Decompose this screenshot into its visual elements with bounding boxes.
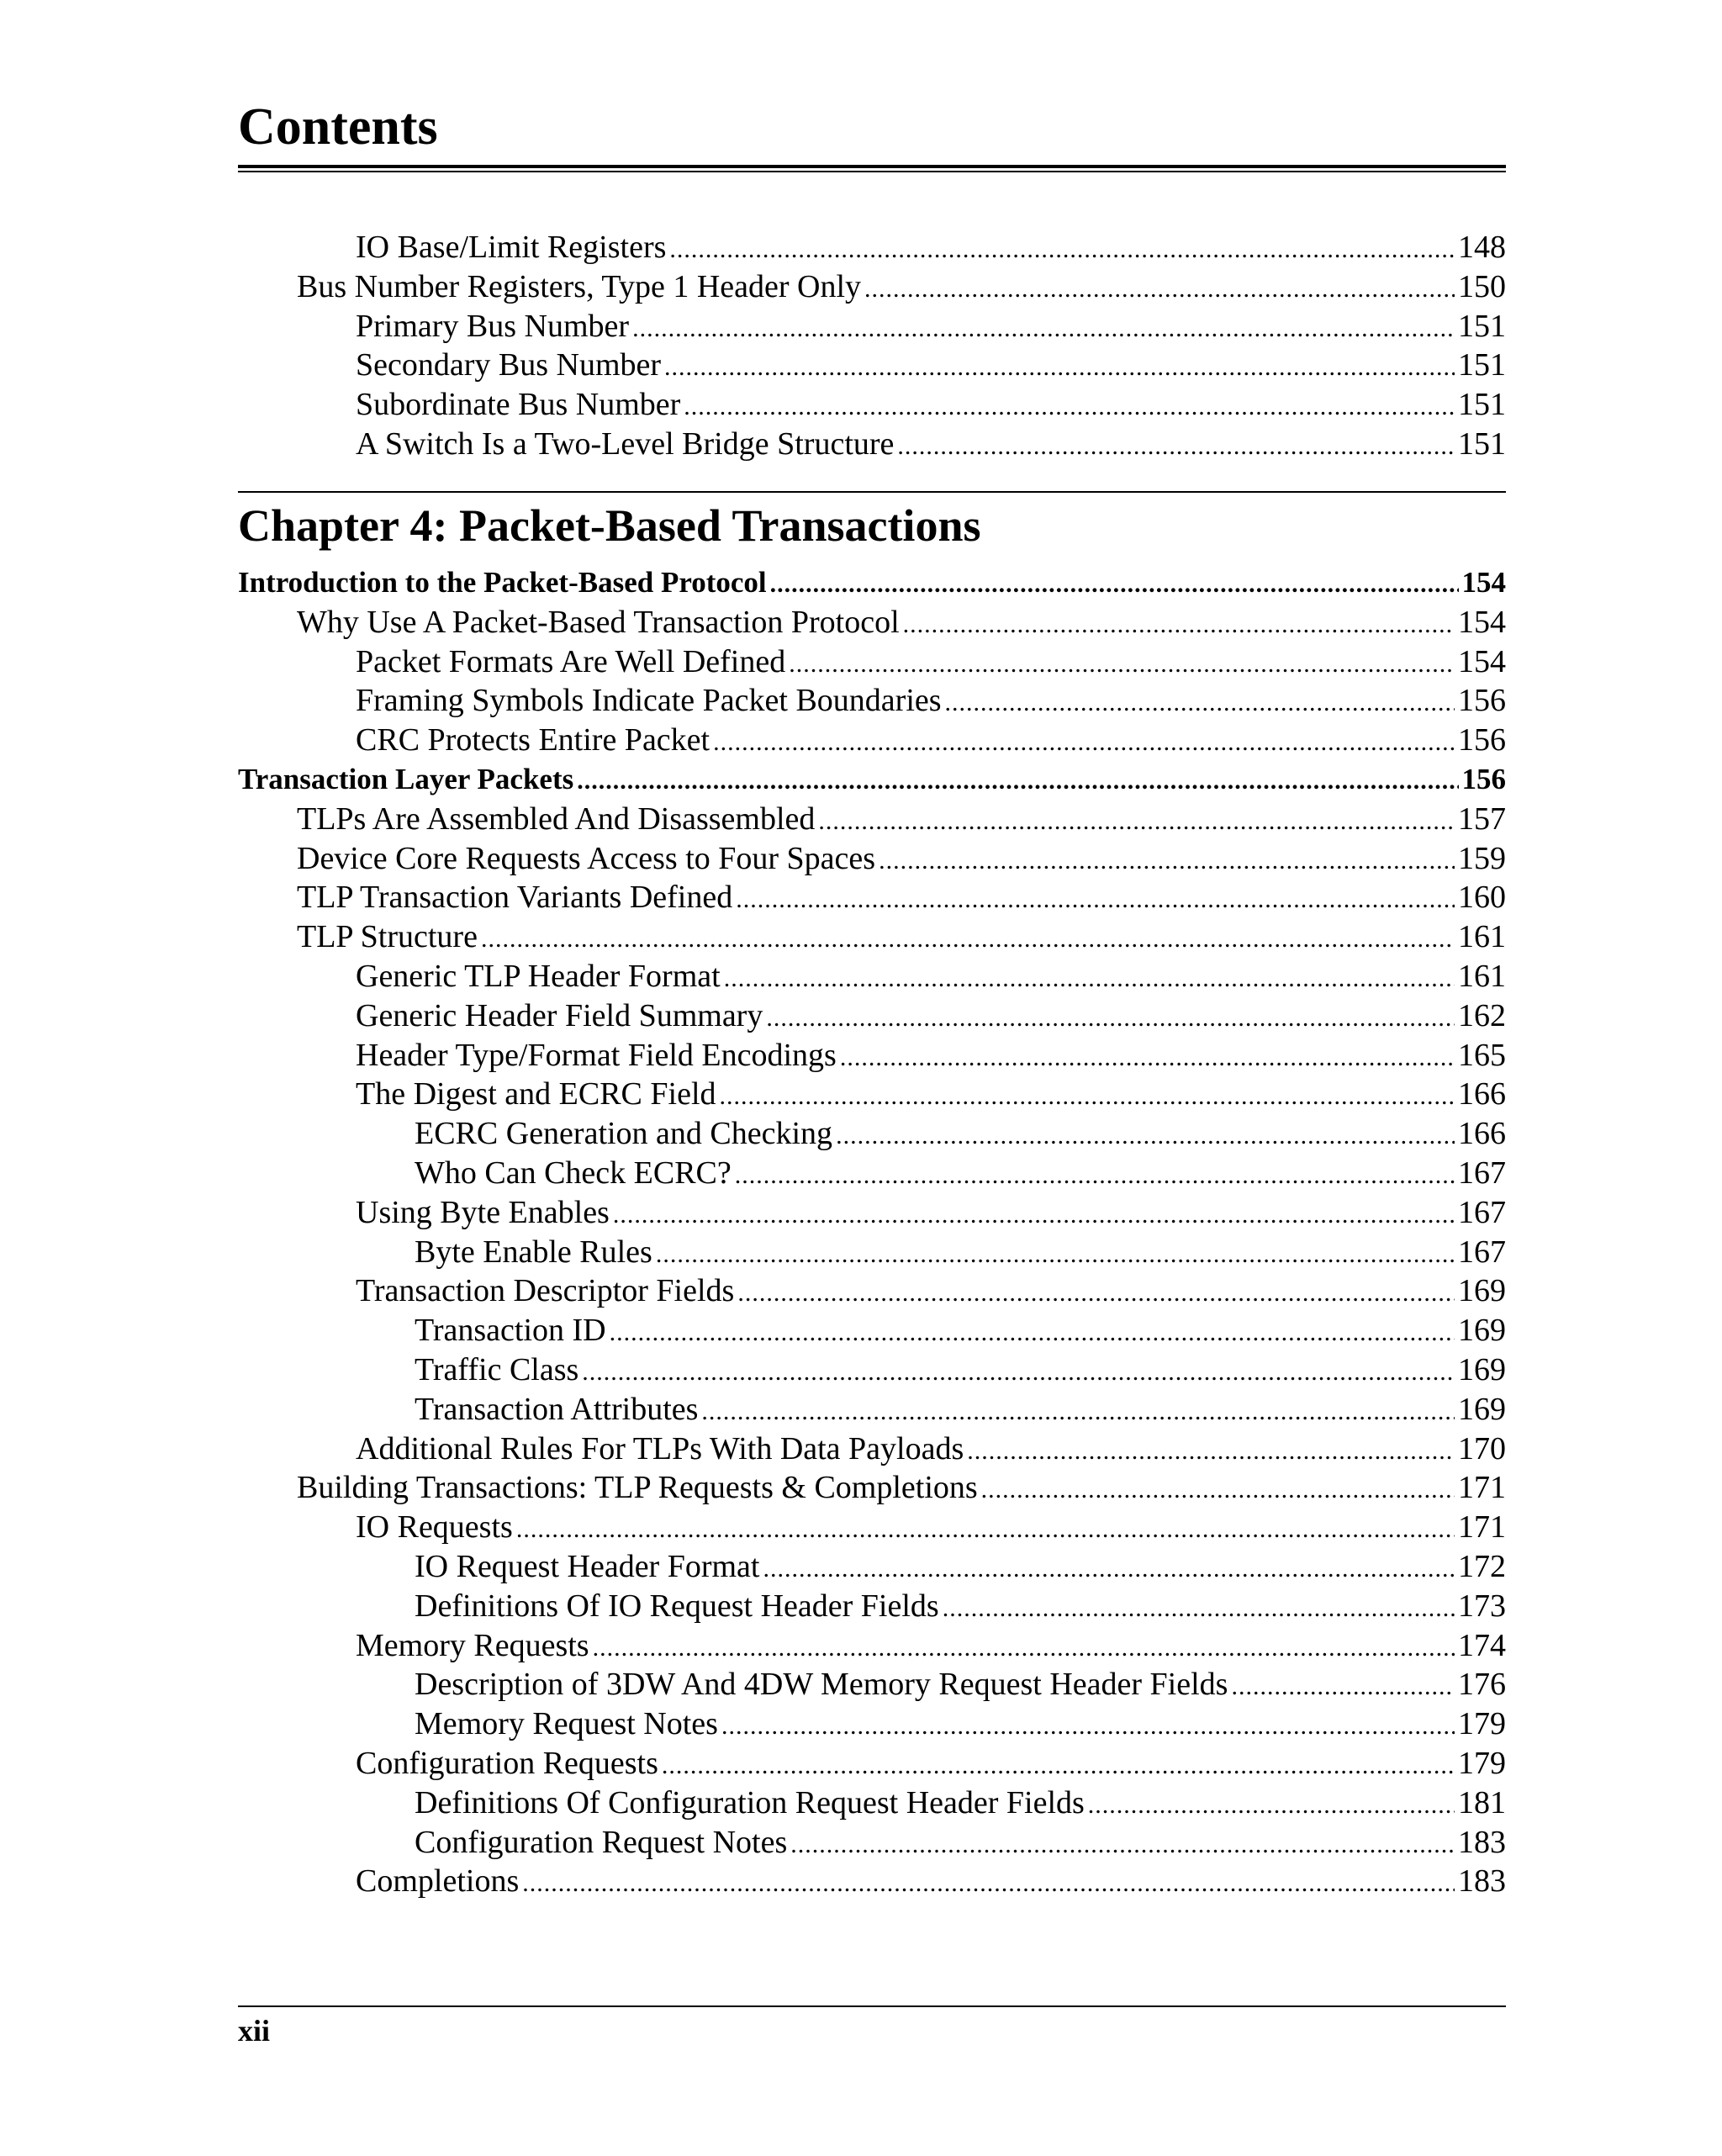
toc-chapter-list xyxy=(238,563,1506,1901)
toc-entry[interactable] xyxy=(238,839,1506,879)
toc-entry-title: Secondary Bus Number xyxy=(356,347,662,383)
toc-entry-title: A Switch Is a Two-Level Bridge Structure xyxy=(356,425,895,462)
toc-entry[interactable] xyxy=(238,996,1506,1036)
toc-entry[interactable] xyxy=(238,1075,1506,1114)
toc-entry-title: ECRC Generation and Checking xyxy=(415,1116,833,1152)
dot-leader xyxy=(836,1117,1455,1156)
toc-entry-page-number: 171 xyxy=(1458,1509,1506,1546)
toc-entry-title: Additional Rules For TLPs With Data Payloads xyxy=(356,1430,964,1466)
toc-entry-title: Generic Header Field Summary xyxy=(356,997,763,1033)
dot-leader xyxy=(669,230,1455,270)
toc-entry-title: Memory Requests xyxy=(356,1627,589,1663)
dot-leader xyxy=(1088,1786,1455,1826)
dot-leader xyxy=(864,270,1455,309)
toc-entry-page-number: 159 xyxy=(1458,840,1506,876)
toc-entry-title: Definitions Of Configuration Request Header Fields xyxy=(415,1784,1085,1820)
dot-leader xyxy=(713,723,1455,763)
dot-leader xyxy=(516,1510,1455,1550)
toc-entry[interactable] xyxy=(238,603,1506,642)
toc-entry-page-number: 151 xyxy=(1458,387,1506,423)
toc-entry-page-number: 162 xyxy=(1458,997,1506,1033)
toc-entry[interactable] xyxy=(238,1114,1506,1154)
toc-entry-page-number: 156 xyxy=(1458,683,1506,719)
toc-entry-title: CRC Protects Entire Packet xyxy=(356,722,710,758)
chapter-title: Chapter 4: Packet-Based Transactions xyxy=(238,500,981,551)
dot-leader xyxy=(736,880,1455,920)
toc-entry-page-number: 179 xyxy=(1458,1706,1506,1742)
toc-entry[interactable] xyxy=(238,1468,1506,1508)
toc-entry-title: The Digest and ECRC Field xyxy=(356,1076,716,1112)
toc-entry-page-number: 151 xyxy=(1458,347,1506,383)
toc-entry-title: Header Type/Format Field Encodings xyxy=(356,1037,837,1073)
dot-leader xyxy=(701,1392,1455,1432)
toc-entry[interactable] xyxy=(238,957,1506,996)
toc-entry-title: TLP Structure xyxy=(297,919,478,955)
toc-entry-title: Transaction Attributes xyxy=(415,1391,699,1427)
toc-entry-title: Traffic Class xyxy=(415,1351,579,1387)
toc-entry-page-number: 160 xyxy=(1458,880,1506,916)
toc-entry-page-number: 179 xyxy=(1458,1745,1506,1781)
toc-entry-title: Why Use A Packet-Based Transaction Protocol xyxy=(297,604,900,640)
toc-entry[interactable] xyxy=(238,1271,1506,1311)
dot-leader xyxy=(721,1707,1455,1746)
toc-entry-page-number: 167 xyxy=(1458,1194,1506,1230)
toc-entry-title: Framing Symbols Indicate Packet Boundaries xyxy=(356,683,942,719)
toc-entry-page-number: 167 xyxy=(1458,1155,1506,1191)
toc-entry-page-number: 154 xyxy=(1461,566,1506,599)
toc-entry-title: Device Core Requests Access to Four Spaces xyxy=(297,840,876,876)
toc-entry-title: Transaction Layer Packets xyxy=(238,762,574,795)
dot-leader xyxy=(903,605,1455,645)
dot-leader xyxy=(981,1471,1455,1510)
toc-entry[interactable] xyxy=(238,1390,1506,1429)
toc-entry-page-number: 183 xyxy=(1458,1824,1506,1860)
toc-entry[interactable] xyxy=(238,1193,1506,1233)
toc-entry-page-number: 183 xyxy=(1458,1863,1506,1900)
dot-leader xyxy=(790,1826,1455,1865)
dot-leader xyxy=(720,1077,1455,1117)
dot-leader xyxy=(593,1629,1455,1668)
page-title: Contents xyxy=(238,98,438,156)
dot-leader xyxy=(577,762,1458,801)
toc-entry-title: Configuration Request Notes xyxy=(415,1824,788,1860)
toc-entry[interactable] xyxy=(238,878,1506,917)
toc-entry-page-number: 161 xyxy=(1458,919,1506,955)
toc-entry-page-number: 169 xyxy=(1458,1313,1506,1349)
toc-entry[interactable] xyxy=(238,267,1506,307)
toc-entry[interactable] xyxy=(238,1704,1506,1744)
toc-entry-title: Completions xyxy=(356,1863,520,1900)
toc-entry-page-number: 169 xyxy=(1458,1391,1506,1427)
dot-leader xyxy=(943,1589,1455,1629)
toc-entry[interactable] xyxy=(238,760,1506,800)
toc-entry[interactable] xyxy=(238,1036,1506,1075)
toc-entry-page-number: 151 xyxy=(1458,308,1506,344)
toc-entry-title: Bus Number Registers, Type 1 Header Only xyxy=(297,268,862,304)
toc-entry-page-number: 157 xyxy=(1458,801,1506,837)
toc-entry-title: Using Byte Enables xyxy=(356,1194,610,1230)
dot-leader xyxy=(770,565,1459,605)
toc-entry-page-number: 161 xyxy=(1458,958,1506,994)
toc-entry-page-number: 172 xyxy=(1458,1548,1506,1584)
toc-entry-page-number: 154 xyxy=(1458,643,1506,679)
dot-leader xyxy=(582,1353,1455,1392)
dot-leader xyxy=(840,1038,1455,1078)
toc-entry-title: Memory Request Notes xyxy=(415,1706,718,1742)
toc-entry[interactable] xyxy=(238,721,1506,760)
toc-entry[interactable] xyxy=(238,1350,1506,1390)
toc-continuation-list xyxy=(238,228,1506,464)
toc-entry-title: Transaction Descriptor Fields xyxy=(356,1273,735,1309)
toc-entry[interactable] xyxy=(238,1311,1506,1350)
toc-entry-page-number: 170 xyxy=(1458,1430,1506,1466)
toc-entry-title: IO Request Header Format xyxy=(415,1548,760,1584)
dot-leader xyxy=(664,348,1455,388)
toc-entry-page-number: 150 xyxy=(1458,268,1506,304)
toc-entry-title: TLP Transaction Variants Defined xyxy=(297,880,733,916)
toc-entry-title: Description of 3DW And 4DW Memory Request Header Fields xyxy=(415,1667,1228,1703)
toc-entry-title: Introduction to the Packet-Based Protocol xyxy=(238,566,767,599)
toc-entry[interactable] xyxy=(238,917,1506,957)
dot-leader xyxy=(481,920,1455,959)
dot-leader xyxy=(613,1196,1455,1235)
toc-entry-title: Transaction ID xyxy=(415,1313,606,1349)
toc-entry[interactable] xyxy=(238,1233,1506,1272)
toc-entry[interactable] xyxy=(238,642,1506,682)
toc-entry-page-number: 156 xyxy=(1461,762,1506,795)
dot-leader xyxy=(967,1432,1455,1472)
toc-entry[interactable] xyxy=(238,1154,1506,1193)
toc-entry[interactable] xyxy=(238,1626,1506,1666)
toc-entry[interactable] xyxy=(238,1862,1506,1901)
toc-entry[interactable] xyxy=(238,1429,1506,1469)
chapter-divider-rule xyxy=(238,491,1506,493)
toc-entry-page-number: 176 xyxy=(1458,1667,1506,1703)
toc-entry[interactable] xyxy=(238,1823,1506,1863)
toc-entry-page-number: 169 xyxy=(1458,1273,1506,1309)
dot-leader xyxy=(789,645,1455,684)
toc-entry[interactable] xyxy=(238,1783,1506,1823)
toc-entry[interactable] xyxy=(238,800,1506,839)
dot-leader xyxy=(724,959,1455,999)
dot-leader xyxy=(684,388,1455,427)
dot-leader xyxy=(897,427,1455,467)
toc-entry[interactable] xyxy=(238,563,1506,603)
toc-entry[interactable] xyxy=(238,307,1506,346)
dot-leader xyxy=(735,1156,1455,1196)
toc-entry-title: IO Base/Limit Registers xyxy=(356,230,667,265)
toc-entry-title: TLPs Are Assembled And Disassembled xyxy=(297,801,816,837)
toc-entry-title: Definitions Of IO Request Header Fields xyxy=(415,1588,939,1624)
toc-entry[interactable] xyxy=(238,385,1506,425)
toc-entry[interactable] xyxy=(238,1744,1506,1783)
toc-entry-page-number: 166 xyxy=(1458,1116,1506,1152)
toc-entry-title: IO Requests xyxy=(356,1509,513,1546)
toc-entry-page-number: 181 xyxy=(1458,1784,1506,1820)
toc-entry-page-number: 151 xyxy=(1458,425,1506,462)
toc-entry-page-number: 156 xyxy=(1458,722,1506,758)
header-rule xyxy=(238,165,1506,172)
toc-entry[interactable] xyxy=(238,1665,1506,1704)
dot-leader xyxy=(766,999,1455,1038)
dot-leader xyxy=(632,309,1455,349)
toc-entry-page-number: 166 xyxy=(1458,1076,1506,1112)
toc-entry-page-number: 167 xyxy=(1458,1234,1506,1270)
dot-leader xyxy=(879,842,1455,881)
toc-entry[interactable] xyxy=(238,228,1506,267)
toc-entry-title: Byte Enable Rules xyxy=(415,1234,652,1270)
toc-entry-page-number: 154 xyxy=(1458,604,1506,640)
toc-entry[interactable] xyxy=(238,1547,1506,1587)
dot-leader xyxy=(945,684,1455,723)
toc-entry-title: Configuration Requests xyxy=(356,1745,658,1781)
toc-entry-title: Building Transactions: TLP Requests & Completions xyxy=(297,1470,978,1506)
dot-leader xyxy=(662,1746,1455,1786)
dot-leader xyxy=(763,1550,1455,1589)
toc-entry-title: Generic TLP Header Format xyxy=(356,958,721,994)
dot-leader xyxy=(1231,1667,1455,1707)
toc-entry[interactable] xyxy=(238,681,1506,721)
toc-entry-title: Packet Formats Are Well Defined xyxy=(356,643,786,679)
dot-leader xyxy=(522,1864,1455,1904)
toc-entry-page-number: 174 xyxy=(1458,1627,1506,1663)
toc-entry-page-number: 165 xyxy=(1458,1037,1506,1073)
toc-entry-title: Subordinate Bus Number xyxy=(356,387,681,423)
toc-entry[interactable] xyxy=(238,1508,1506,1547)
toc-entry-page-number: 169 xyxy=(1458,1351,1506,1387)
toc-entry[interactable] xyxy=(238,425,1506,464)
dot-leader xyxy=(737,1274,1455,1313)
dot-leader xyxy=(818,802,1455,842)
dot-leader xyxy=(610,1313,1455,1353)
toc-entry-page-number: 171 xyxy=(1458,1470,1506,1506)
page-number-folio: xii xyxy=(238,2014,271,2048)
toc-entry-page-number: 173 xyxy=(1458,1588,1506,1624)
toc-entry[interactable] xyxy=(238,1587,1506,1626)
toc-entry-page-number: 148 xyxy=(1458,230,1506,265)
toc-entry[interactable] xyxy=(238,346,1506,385)
toc-entry-title: Primary Bus Number xyxy=(356,308,630,344)
dot-leader xyxy=(656,1235,1455,1275)
footer-rule xyxy=(238,2005,1506,2007)
toc-entry-title: Who Can Check ECRC? xyxy=(415,1155,732,1191)
